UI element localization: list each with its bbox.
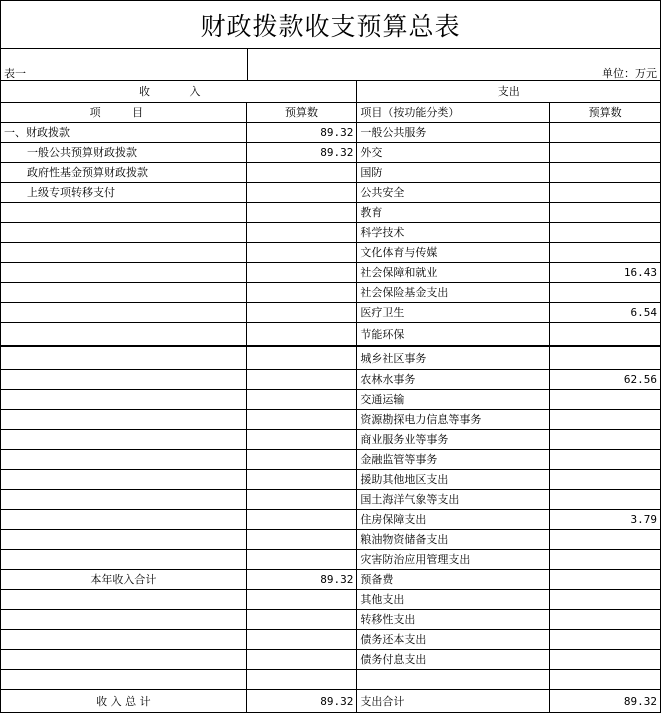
exp-item-cell: 国防	[357, 163, 550, 183]
income-amount-cell	[246, 283, 357, 303]
exp-item-cell: 国土海洋气象等支出	[357, 490, 550, 510]
table-row	[1, 550, 661, 570]
income-item-cell	[1, 243, 247, 263]
income-item-cell	[1, 370, 247, 390]
table-row	[1, 430, 661, 450]
income-item-cell: 本年收入合计	[1, 570, 247, 590]
exp-amount-cell	[550, 630, 661, 650]
table-row	[1, 690, 661, 713]
column-header-row	[1, 103, 661, 123]
table-row	[1, 346, 661, 370]
table-row	[1, 610, 661, 630]
table-row	[1, 203, 661, 223]
income-amount-cell	[246, 510, 357, 530]
exp-item-cell: 节能环保	[357, 323, 550, 347]
income-amount-cell: 89.32	[246, 123, 357, 143]
exp-amount-cell	[550, 123, 661, 143]
exp-item-cell: 交通运输	[357, 390, 550, 410]
exp-item-cell: 科学技术	[357, 223, 550, 243]
exp-item-cell	[357, 670, 550, 690]
budget-table	[0, 80, 661, 713]
exp-item-cell: 一般公共服务	[357, 123, 550, 143]
exp-amount-cell	[550, 670, 661, 690]
income-amount-cell	[246, 303, 357, 323]
income-item-cell: 一、财政拨款	[1, 123, 247, 143]
table-row	[1, 390, 661, 410]
table-row	[1, 123, 661, 143]
income-amount-cell	[246, 390, 357, 410]
income-item-cell	[1, 510, 247, 530]
income-amount-cell	[246, 183, 357, 203]
income-amount-cell	[246, 610, 357, 630]
exp-amount-cell	[550, 243, 661, 263]
table-row	[1, 183, 661, 203]
exp-item-cell: 社会保险基金支出	[357, 283, 550, 303]
exp-amount-cell	[550, 610, 661, 630]
exp-item-cell: 商业服务业等事务	[357, 430, 550, 450]
exp-amount-cell: 3.79	[550, 510, 661, 530]
income-item-cell: 政府性基金预算财政拨款	[1, 163, 247, 183]
table-row	[1, 590, 661, 610]
meta-row	[0, 49, 661, 80]
table-row	[1, 530, 661, 550]
income-item-cell	[1, 303, 247, 323]
income-item-cell: 收 入 总 计	[1, 690, 247, 713]
exp-amount-cell	[550, 323, 661, 347]
income-item-cell	[1, 630, 247, 650]
income-amount-cell	[246, 650, 357, 670]
table-row	[1, 510, 661, 530]
income-amount-cell	[246, 370, 357, 390]
income-item-cell: 上级专项转移支付	[1, 183, 247, 203]
table-row	[1, 570, 661, 590]
exp-amount-cell	[550, 203, 661, 223]
exp-amount-cell	[550, 283, 661, 303]
income-amount-cell	[246, 490, 357, 510]
exp-item-cell: 医疗卫生	[357, 303, 550, 323]
meta-divider	[247, 49, 248, 80]
income-item-cell	[1, 610, 247, 630]
income-item-header: 项 目	[1, 103, 247, 123]
exp-amount-cell	[550, 390, 661, 410]
exp-amount-cell: 89.32	[550, 690, 661, 713]
table-number: 表一	[4, 67, 26, 80]
income-amount-cell	[246, 243, 357, 263]
exp-item-cell: 公共安全	[357, 183, 550, 203]
income-item-cell	[1, 323, 247, 347]
income-item-cell	[1, 410, 247, 430]
exp-item-cell: 支出合计	[357, 690, 550, 713]
unit-label: 单位：万元	[602, 67, 657, 80]
exp-amount-cell: 62.56	[550, 370, 661, 390]
table-row	[1, 323, 661, 347]
income-item-cell	[1, 550, 247, 570]
income-amount-cell	[246, 346, 357, 370]
table-row	[1, 263, 661, 283]
income-amount-cell	[246, 323, 357, 347]
income-item-cell: 一般公共预算财政拨款	[1, 143, 247, 163]
table-row	[1, 143, 661, 163]
exp-item-cell: 债务还本支出	[357, 630, 550, 650]
income-item-cell	[1, 650, 247, 670]
exp-item-cell: 资源勘探电力信息等事务	[357, 410, 550, 430]
table-row	[1, 490, 661, 510]
income-amount-cell	[246, 670, 357, 690]
income-section-header: 收 入	[1, 81, 357, 103]
income-item-cell	[1, 203, 247, 223]
income-item-cell	[1, 430, 247, 450]
table-row	[1, 410, 661, 430]
income-item-cell	[1, 450, 247, 470]
exp-item-cell: 教育	[357, 203, 550, 223]
table-row	[1, 670, 661, 690]
exp-amount-header: 预算数	[550, 103, 661, 123]
exp-item-cell: 灾害防治应用管理支出	[357, 550, 550, 570]
exp-amount-cell	[550, 410, 661, 430]
income-item-cell	[1, 590, 247, 610]
income-amount-cell: 89.32	[246, 143, 357, 163]
exp-amount-cell: 6.54	[550, 303, 661, 323]
income-amount-cell	[246, 203, 357, 223]
table-row	[1, 630, 661, 650]
exp-amount-cell	[550, 530, 661, 550]
exp-amount-cell	[550, 430, 661, 450]
income-amount-cell: 89.32	[246, 690, 357, 713]
exp-item-cell: 债务付息支出	[357, 650, 550, 670]
table-row	[1, 243, 661, 263]
exp-item-cell: 城乡社区事务	[357, 346, 550, 370]
income-item-cell	[1, 670, 247, 690]
income-amount-cell	[246, 550, 357, 570]
income-amount-cell	[246, 263, 357, 283]
exp-item-cell: 金融监管等事务	[357, 450, 550, 470]
exp-amount-cell	[550, 590, 661, 610]
section-header-row	[1, 81, 661, 103]
table-row	[1, 303, 661, 323]
income-item-cell	[1, 390, 247, 410]
exp-amount-cell	[550, 143, 661, 163]
exp-item-cell: 社会保障和就业	[357, 263, 550, 283]
exp-amount-cell: 16.43	[550, 263, 661, 283]
exp-amount-cell	[550, 183, 661, 203]
exp-item-cell: 住房保障支出	[357, 510, 550, 530]
exp-item-cell: 农林水事务	[357, 370, 550, 390]
exp-amount-cell	[550, 346, 661, 370]
exp-amount-cell	[550, 470, 661, 490]
income-amount-cell	[246, 630, 357, 650]
table-row	[1, 163, 661, 183]
exp-item-header: 项目（按功能分类）	[357, 103, 550, 123]
income-amount-cell	[246, 163, 357, 183]
income-item-cell	[1, 490, 247, 510]
exp-amount-cell	[550, 570, 661, 590]
income-amount-header: 预算数	[246, 103, 357, 123]
exp-amount-cell	[550, 163, 661, 183]
table-row	[1, 370, 661, 390]
income-item-cell	[1, 263, 247, 283]
table-row	[1, 450, 661, 470]
exp-item-cell: 文化体育与传媒	[357, 243, 550, 263]
exp-item-cell: 援助其他地区支出	[357, 470, 550, 490]
table-row	[1, 223, 661, 243]
income-amount-cell	[246, 430, 357, 450]
income-item-cell	[1, 530, 247, 550]
exp-amount-cell	[550, 490, 661, 510]
income-amount-cell	[246, 410, 357, 430]
expenditure-section-header: 支出	[357, 81, 661, 103]
income-amount-cell	[246, 530, 357, 550]
table-row	[1, 470, 661, 490]
income-amount-cell	[246, 223, 357, 243]
income-item-cell	[1, 283, 247, 303]
exp-amount-cell	[550, 650, 661, 670]
income-amount-cell	[246, 470, 357, 490]
income-amount-cell	[246, 450, 357, 470]
income-amount-cell	[246, 590, 357, 610]
exp-item-cell: 外交	[357, 143, 550, 163]
exp-item-cell: 粮油物资储备支出	[357, 530, 550, 550]
table-row	[1, 283, 661, 303]
exp-amount-cell	[550, 223, 661, 243]
exp-amount-cell	[550, 450, 661, 470]
income-item-cell	[1, 346, 247, 370]
table-row	[1, 650, 661, 670]
income-amount-cell: 89.32	[246, 570, 357, 590]
page-title: 财政拨款收支预算总表	[0, 0, 661, 49]
exp-amount-cell	[550, 550, 661, 570]
exp-item-cell: 其他支出	[357, 590, 550, 610]
exp-item-cell: 预备费	[357, 570, 550, 590]
income-item-cell	[1, 223, 247, 243]
income-item-cell	[1, 470, 247, 490]
exp-item-cell: 转移性支出	[357, 610, 550, 630]
